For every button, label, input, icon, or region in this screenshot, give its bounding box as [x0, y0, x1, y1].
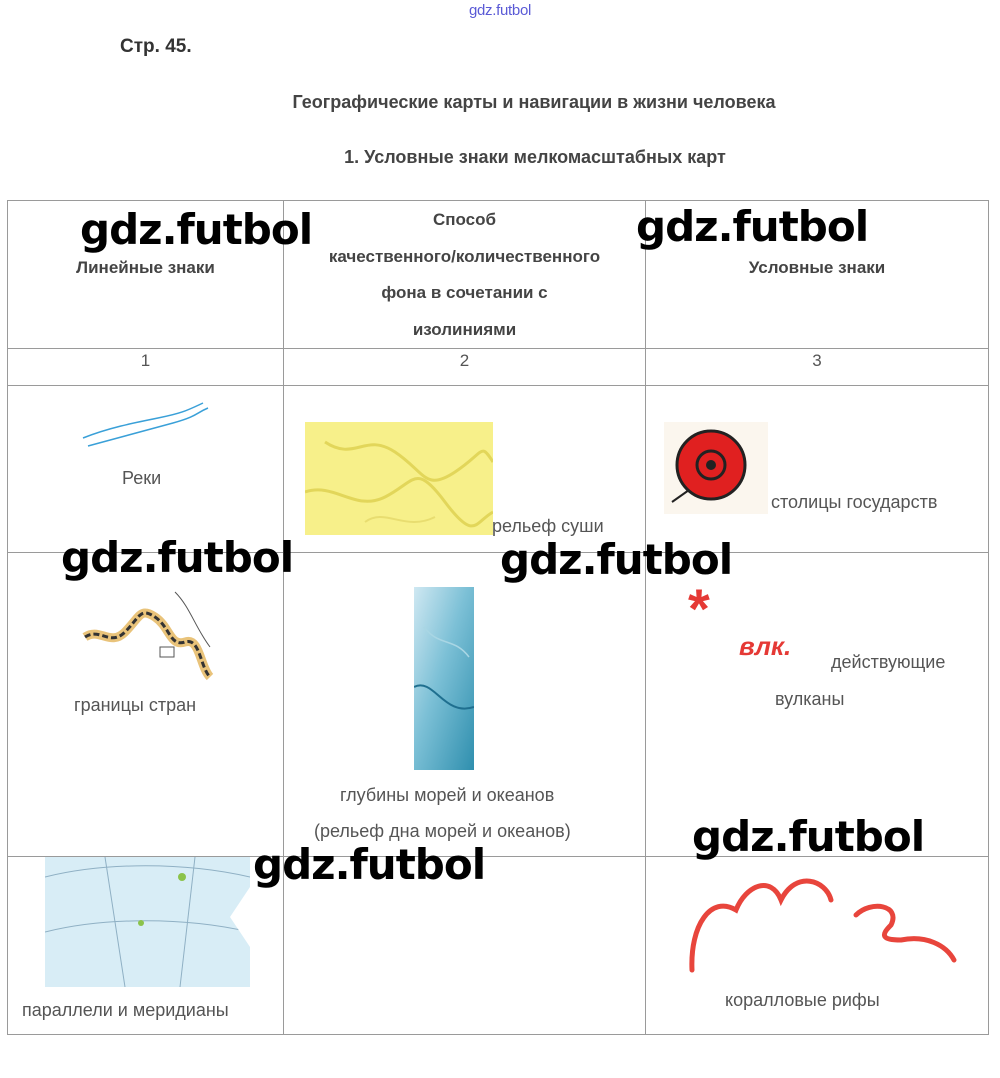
- graticule-label: параллели и меридианы: [22, 1000, 229, 1020]
- page-title: Географические карты и навигации в жизни человека: [292, 92, 776, 112]
- watermark: gdz.futbol: [253, 840, 486, 889]
- volcano-asterisk-icon: *: [688, 577, 710, 640]
- watermark: gdz.futbol: [61, 533, 294, 582]
- cell-borders: [8, 553, 284, 857]
- ocean-depth-icon: [414, 587, 474, 770]
- volcano-abbreviation: влк.: [739, 631, 792, 661]
- borders-icon: [80, 587, 215, 683]
- page-number: Стр. 45.: [120, 36, 192, 57]
- capitals-label: столицы государств: [771, 492, 938, 512]
- river-icon: [78, 398, 213, 453]
- cell-graticule: [8, 857, 284, 1035]
- column-number: 3: [646, 349, 989, 386]
- header-col2-label: [284, 202, 645, 348]
- cell-rivers: [8, 386, 284, 553]
- volcano-label-1: действующие: [831, 652, 946, 672]
- volcano-label-2: вулканы: [775, 689, 845, 709]
- header-background-method: [284, 201, 646, 349]
- rivers-label: Реки: [122, 468, 162, 488]
- header-col2-line: фона в сочетании с: [381, 283, 548, 302]
- watermark: gdz.futbol: [636, 202, 869, 251]
- watermark: gdz.futbol: [500, 535, 733, 584]
- top-watermark: gdz.futbol: [468, 2, 532, 19]
- relief-map-icon: [305, 422, 493, 535]
- section-subtitle: 1. Условные знаки мелкомасштабных карт: [344, 147, 726, 167]
- relief-label: рельеф суши: [492, 516, 604, 536]
- depths-label-1: глубины морей и океанов: [340, 785, 555, 805]
- cell-depths: [284, 553, 646, 857]
- cell-volcanoes: [646, 553, 989, 857]
- header-col1-label: Линейные знаки: [76, 258, 215, 277]
- depths-label-2: (рельеф дна морей и океанов): [314, 821, 571, 841]
- capital-icon: [664, 422, 768, 514]
- header-col3-label: Условные знаки: [748, 258, 886, 277]
- column-number: 1: [8, 349, 284, 386]
- borders-label: границы стран: [74, 695, 197, 715]
- cell-relief: [284, 386, 646, 553]
- cell-capitals: [646, 386, 989, 553]
- watermark: gdz.futbol: [80, 205, 313, 254]
- symbols-table: [7, 200, 989, 1035]
- header-col2-line: качественного/количественного: [328, 246, 601, 266]
- coral-reef-icon: [686, 865, 961, 975]
- header-col2-line: изолиниями: [412, 319, 517, 339]
- reefs-label: коралловые рифы: [725, 990, 880, 1010]
- header-col2-line: Способ: [432, 210, 497, 229]
- column-number: 2: [284, 349, 646, 386]
- graticule-map-icon: [45, 857, 250, 987]
- cell-reefs: [646, 857, 989, 1035]
- watermark: gdz.futbol: [692, 812, 925, 861]
